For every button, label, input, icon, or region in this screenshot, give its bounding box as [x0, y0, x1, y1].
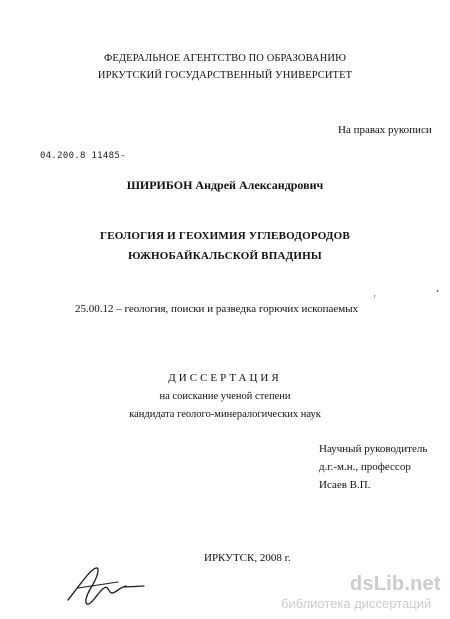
- document-type: ДИССЕРТАЦИЯ: [168, 372, 282, 384]
- university-heading: ИРКУТСКИЙ ГОСУДАРСТВЕННЫЙ УНИВЕРСИТЕТ: [97, 70, 353, 81]
- rights-note: На правах рукописи: [338, 124, 432, 136]
- specialty-code: 25.00.12 – геология, поиски и разведка горючих ископаемых: [75, 303, 359, 315]
- stamp-number: 04.200.8 11485: [40, 151, 121, 161]
- thesis-title-line-1: ГЕОЛОГИЯ И ГЕОХИМИЯ УГЛЕВОДОРОДОВ: [100, 230, 350, 242]
- stamp-mark: -: [120, 151, 126, 161]
- supervisor-credentials: д.г.-м.н., профессор: [319, 461, 411, 473]
- thesis-title-line-2: ЮЖНОБАЙКАЛЬСКОЙ ВПАДИНЫ: [128, 250, 322, 262]
- degree-line-2: кандидата геолого-минералогических наук: [129, 409, 321, 420]
- stray-mark-small: r: [374, 294, 376, 300]
- supervisor-name: Исаев В.П.: [319, 479, 371, 491]
- agency-heading: ФЕДЕРАЛЬНОЕ АГЕНТСТВО ПО ОБРАЗОВАНИЮ: [104, 53, 346, 64]
- place-and-year: ИРКУТСК, 2008 г.: [204, 552, 291, 564]
- supervisor-role: Научный руководитель: [319, 443, 428, 455]
- library-stamp: [40, 151, 126, 161]
- author-name: ШИРИБОН Андрей Александрович: [126, 178, 324, 192]
- watermark-logo: dsLib.net: [350, 573, 441, 595]
- degree-line-1: на соискание ученой степени: [159, 391, 291, 402]
- watermark-subtitle: библиотека диссертаций: [281, 596, 432, 611]
- stray-mark: ¸: [436, 282, 440, 293]
- author-signature: [60, 562, 170, 612]
